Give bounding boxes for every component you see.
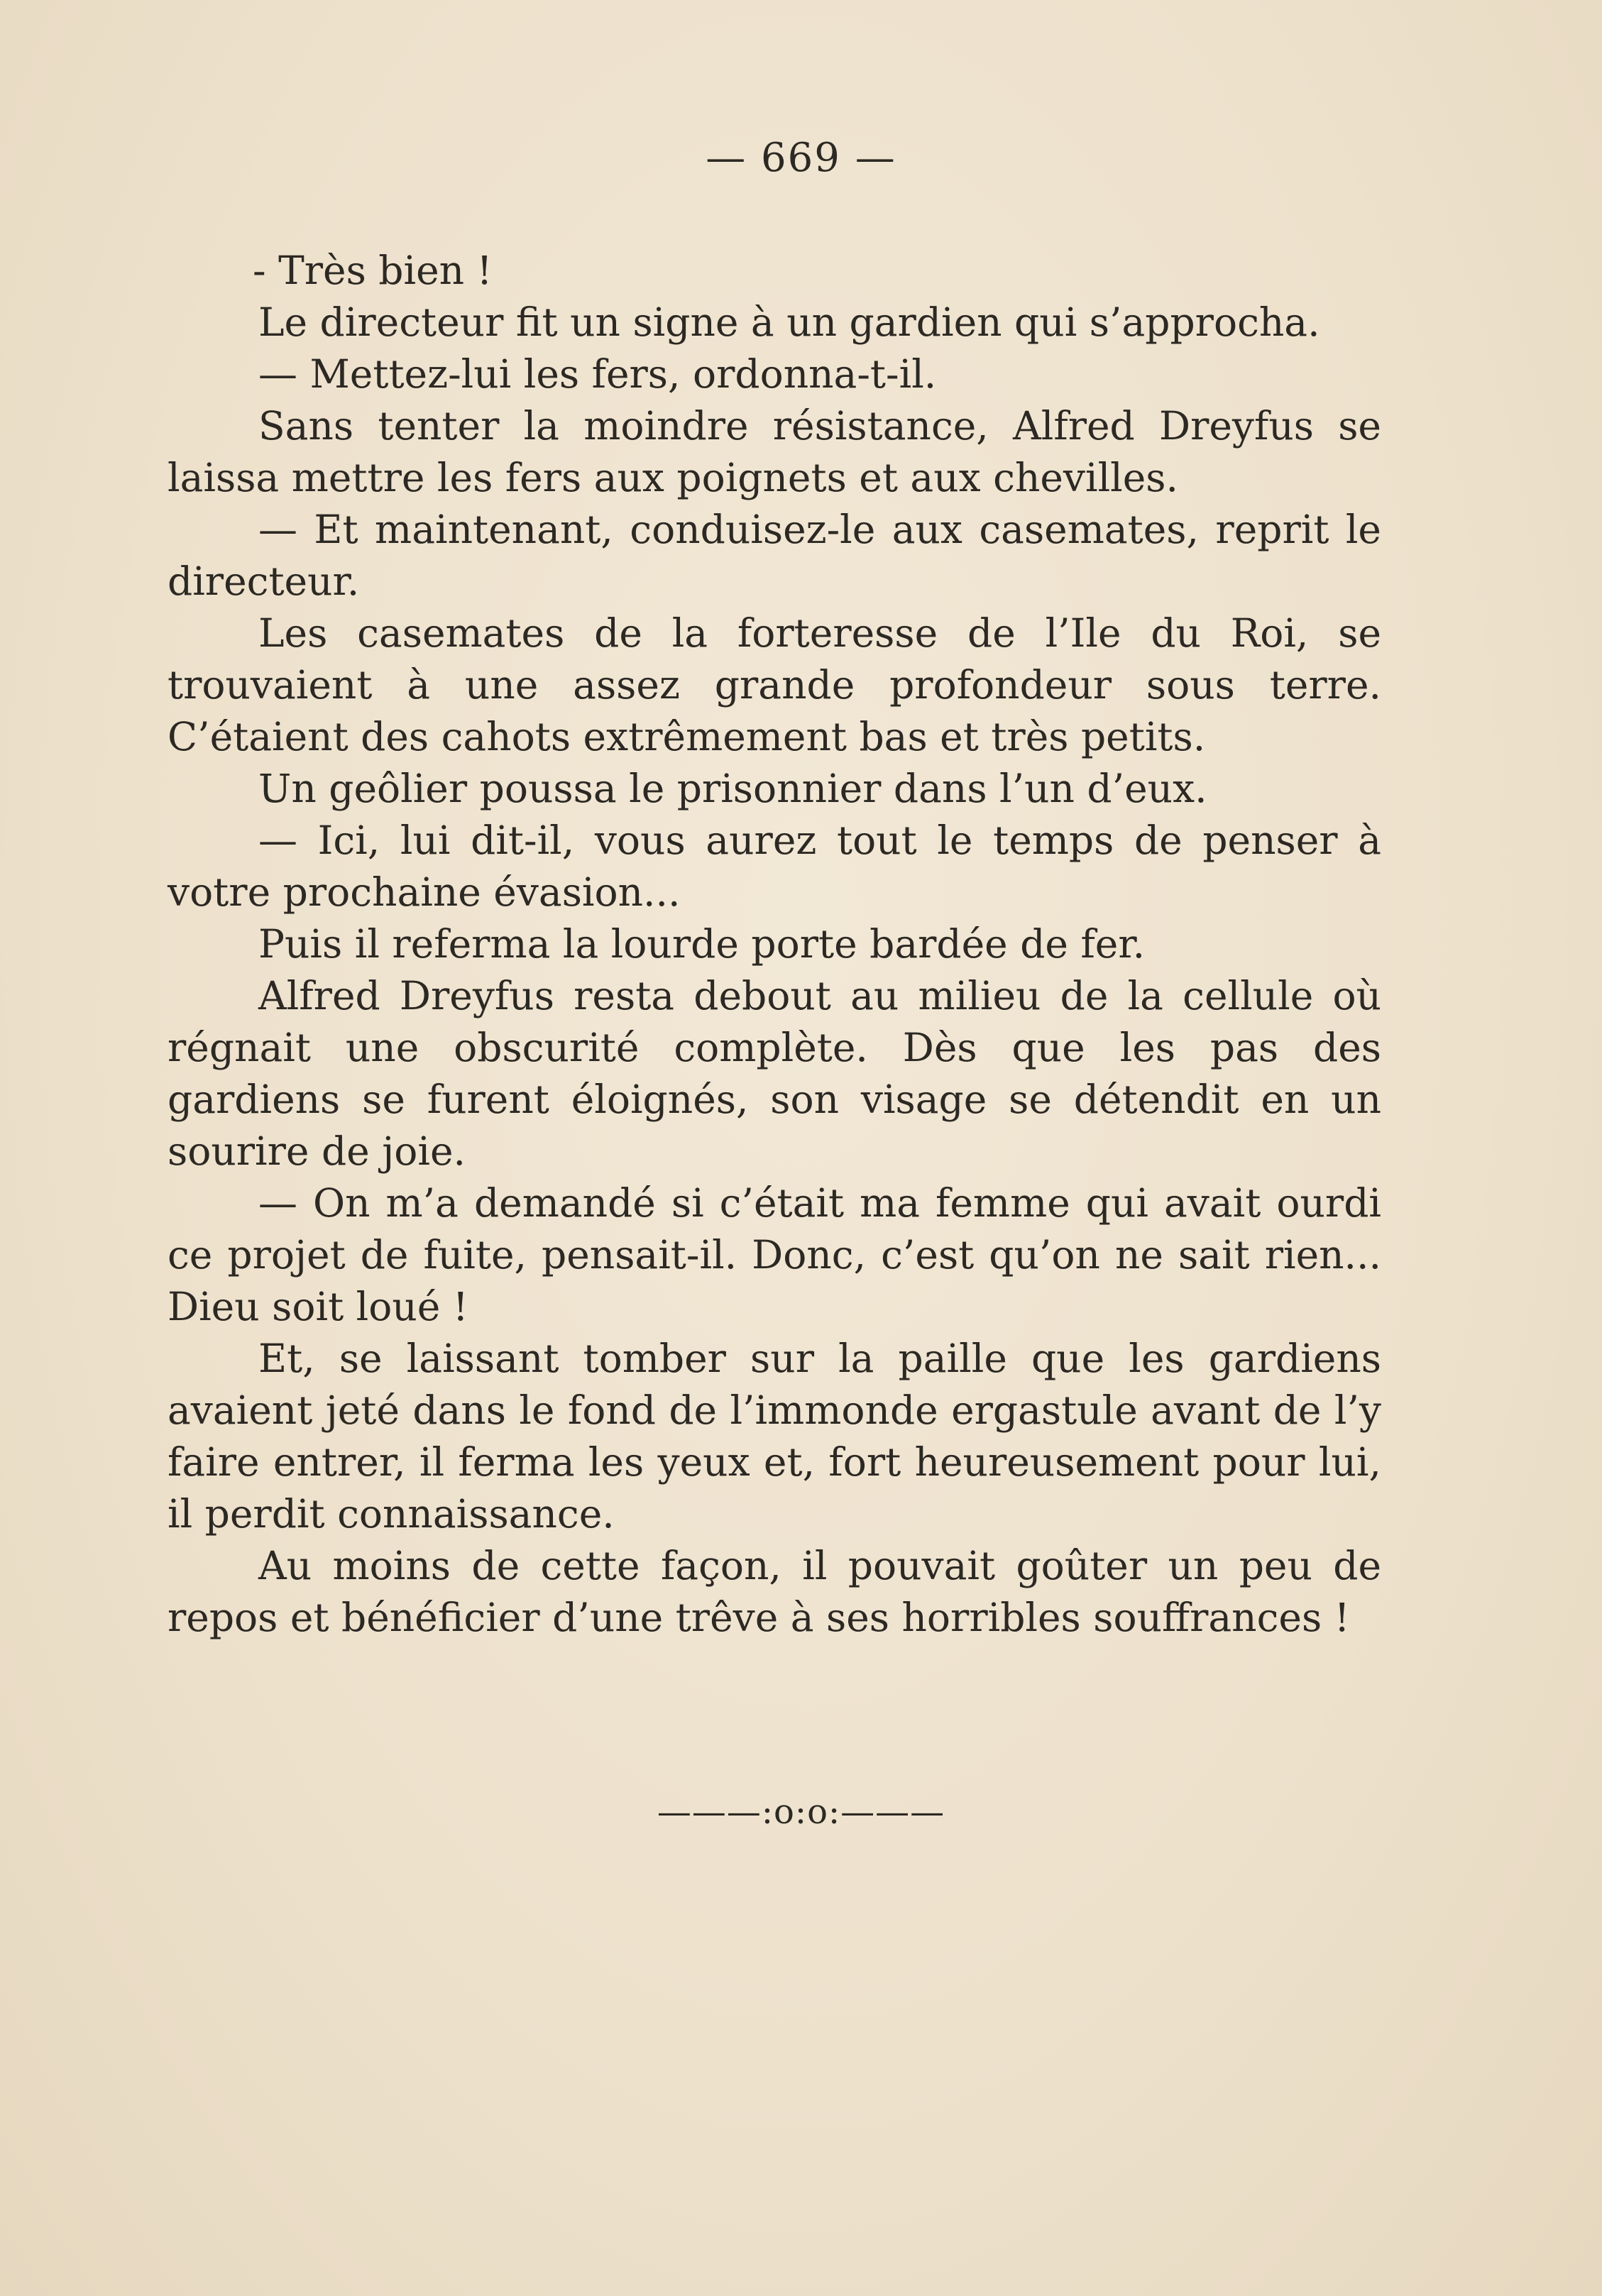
section-separator: ———:o:o:——— [657,1792,945,1832]
paragraph: — On m’a demandé si c’était ma femme qui avait ourdi ce projet de fuite, pensait-il. Donc, c’est qu’on ne sait rien... Dieu soit loué ! [168,1180,1381,1329]
paragraph: Les casemates de la forteresse de l’Ile du Roi, se trouvaient à une assez grande profondeur sous terre. C’étaient des cahots extrêmement bas et très petits. [168,610,1381,759]
paragraph: Le directeur fit un signe à un gardien qui s’approcha. [258,300,1320,345]
paragraph: — Ici, lui dit-il, vous aurez tout le temps de penser à votre prochaine évasion... [168,818,1381,915]
paragraph: Un geôlier poussa le prisonnier dans l’un d’eux. [258,766,1207,811]
page-number: — 669 — [706,135,896,181]
paragraph: Et, se laissant tomber sur la paille que les gardiens avaient jeté dans le fond de l’immonde ergastule avant de l’y faire entrer, il ferma les yeux et, fort heureusement pour lui, il perdit connaissance. [168,1336,1381,1537]
paragraph: Alfred Dreyfus resta debout au milieu de la cellule où régnait une obscurité complète. Dès que les pas des gardiens se furent éloignés, son visage se détendit en un sourire de joie. [168,973,1381,1174]
paragraph: Puis il referma la lourde porte bardée de fer. [258,921,1146,967]
body-text [168,245,1381,1644]
paragraph: Sans tenter la moindre résistance, Alfred Dreyfus se laissa mettre les fers aux poignets et aux chevilles. [168,403,1381,500]
paragraph: - Très bien ! [253,248,493,293]
paragraph: — Mettez-lui les fers, ordonna-t-il. [258,351,937,397]
paragraph: — Et maintenant, conduisez-le aux casemates, reprit le directeur. [168,507,1381,604]
paragraph: Au moins de cette façon, il pouvait goûter un peu de repos et bénéficier d’une trêve à ses horribles souffrances ! [168,1543,1381,1640]
